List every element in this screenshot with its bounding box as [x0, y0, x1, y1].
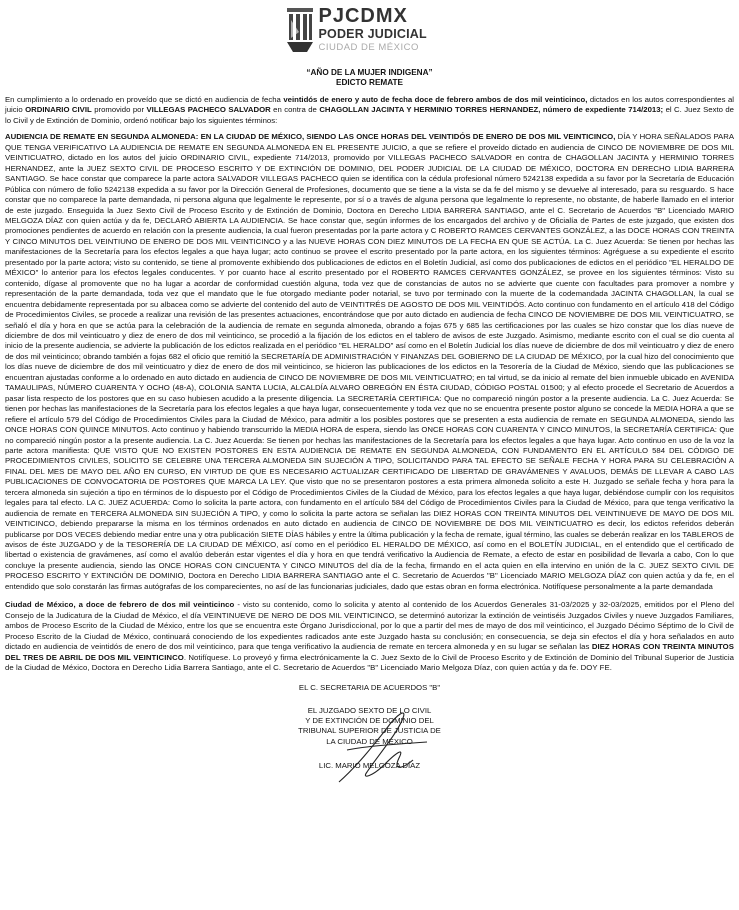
intro-text-4: en contra de: [270, 105, 320, 115]
order-new-date: DIEZ HORAS CON TREINTA MINUTOS DEL TRES DE ABRIL DE DOS MIL VEINTICINCO: [5, 642, 734, 662]
intro-trial-type: ORDINARIO CIVIL: [25, 105, 92, 115]
intro-plaintiff: VILLEGAS PACHECO SALVADOR: [146, 105, 271, 115]
intro-text-2: dictados en los autos correspondientes al juicio: [5, 95, 734, 115]
intro-text-1: En cumplimiento a lo ordenado en proveído que se dictó en audiencia de fecha: [5, 95, 284, 104]
hearing-paragraph: [5, 132, 734, 592]
intro-defendants: CHAGOLLAN JACINTA Y HERMINIO TORRES HERNANDEZ, número de expediente 714/2013;: [319, 105, 664, 115]
edict-heading: [5, 68, 734, 88]
year-motto: “AÑO DE LA MUJER INDIGENA”: [306, 68, 433, 77]
intro-paragraph: [5, 95, 734, 126]
signer-name: LIC. MARIO MELGOZA DÍAZ: [318, 760, 421, 770]
court-line-3: TRIBUNAL SUPERIOR DE JUSTICIA DE: [298, 726, 441, 736]
logo-line-2: CIUDAD DE MÉXICO: [318, 42, 419, 53]
court-line-2: Y DE EXTINCIÓN DE DOMINIO DEL: [305, 716, 434, 726]
signature-block: [5, 683, 734, 771]
handwritten-signature-icon: [327, 706, 437, 786]
pjcdmx-logo: [285, 6, 455, 58]
court-line-4: LA CIUDAD DE MÉXICO: [326, 736, 413, 746]
edict-title: EDICTO REMATE: [335, 78, 404, 87]
order-text-1: - visto su contenido, como lo solicita y atento al contenido de los Acuerdos Generales 31-03/2025 y 32-03/2025, emitidos por el Pleno del Consejo de la Judicatura de la Ciudad de México, el día VEINTINUEVE DE NERO DE DOS MIL VEINTICINCO, se determinó autorizar la extinción de veintiséis Juzgados Civiles y nueve Juzgados Familiares, ambos de Proceso Escrito de la Ciudad de México, entre los que se encuentra este Órgano Jurisdiccional, por lo que a partir del mes de mayo de dos mil veinticinco, el Juzgado Décimo Séptimo de lo Civil de Proceso Escrito de la Ciudad de México, continuará conociendo de los expedientes radicados ante este Juzgado hasta su conclusión; en consecuencia, se deja sin efectos el día y hora señalados en auto dictado en audiencia de veintidós de enero de dos mil veinticinco, para que tenga verificativo la audiencia de remate en tercera almoneda y en su lugar se señalan las: [5, 600, 734, 652]
order-paragraph: [5, 600, 734, 673]
intro-text-3: promovido por: [91, 105, 147, 115]
court-line-1: EL JUZGADO SEXTO DE LO CIVIL: [307, 705, 432, 715]
intro-dates: veintidós de enero y auto de fecha doce de febrero ambos de dos mil veinticinco,: [283, 95, 588, 104]
hearing-text: DÍA Y HORA SEÑALADOS PARA QUE TENGA VERIFICATIVO LA AUDIENCIA DE REMATE EN SEGUNDA ALMONEDA EN EL PRESENTE JUICIO, a que se refiere el proveído dictado en audiencia de CINCO DE NOVIEMBRE DE DOS MIL VEINTICUATRO, dictado en los autos del juicio ORDINARIO CIVIL, expediente 714/2013, promovido por VILLEGAS PACHECO SALVADOR en contra de CHAGOLLAN JACINTA y HERMINIO TORRES HERNANDEZ, ante la JUEZ SEXTO CIVIL DE PROCESO ESCRITO Y DE EXTINCIÓN DE DOMINIO, DEL PODER JUDICIAL DE LA CIUDAD DE MÉXICO, DOCTORA EN DERECHO LIDIA BARRERA SANTIAGO. Se hace constar que comparece la parte actora SALVADOR VILLEGAS PACHECO quien se identifica con la cédula profesional número 5242138 expedida a su favor por la Secretaría de Educación Pública con número de folio 5242138 expedida a su favor por la Dirección General de Profesiones, documento que se tiene a la vista se da fe del mismo y se devuelve al interesado, para su resguardo. S hace constar que no comparece la parte demandada, ni persona alguna que legalmente le represente, por sí o a través de alguna persona que legalmente lo represente, no obstante, de haberle llamado en el interior de este juzgado. Enseguida la Juez Sexto Civil de Proceso Escrito y de Extinción de Dominio, Doctora en Derecho LIDIA BARRERA SANTIAGO, ante el C. Secretario de Acuerdos "B" Licenciado MARIO MELGOZA DÍAZ con quien actúa y da fe, DECLARÓ ABIERTA LA AUDIENCIA. Se hace constar que, según informes de los encargados del archivo y de Oficialía de Partes de este juzgado, que existen dos promociones pendientes de acuerdo en relación con la presente audiencia, la cual fueron presentadas por la parte actora y C ROBERTO RAMCES CERVANTES GONZÁLEZ, a las DOCE HORAS CON TREINTA Y CINCO MINUTOS DEL VEINTIUNO DE ENERO DE DOS MIL VEINTICINCO y a las NUEVE HORAS CON DIEZ MINUTOS DE LA FECHA EN QUE SE ACTÚA. La C. Juez Acuerda: Se tienen por hechas las manifestaciones de la Secretaría para los efectos legales a que haya lugar; acto continuo se provee el escrito presentado por la parte actora, en los siguientes términos: Agréguese a su expediente el escrito presentado por la parte actora; visto su contenido, se tiene al promovente exhibiendo dos publicaciones de edictos en el Boletín Judicial, así como dos publicaciones de edictos en el periódico "EL HERALDO DE MÉXICO" lo anterior para los efectos legales conducentes. Y por cuanto hace al escrito presentado por el ROBERTO RAMCES CERVANTES GONZÁLEZ, se provee en los siguientes términos: Visto su contenido, dígase al promovente que no ha lugar a acordar de conformidad cuestión alguna, toda vez que de constancias de autos no se advierte que cuente con facultades para promover a nombre y representación de la parte demandada, toda vez que el mandato que le fue otorgado mediante poder notarial, se tuvo por terminado con la muerte de la codemandada JACINTA CHAGOLLAN, la cual se encuentra debidamente representada por su albacea como se advierte del contenido del auto de VEINTITRÉS DE AGOSTO DE DOS MIL VEINTIDÓS. Acto continuo con fundamento en el artículo 418 del Código de Procedimientos Civiles, se procede a realizar una revisión de las presentes actuaciones, encontrándose que por auto dictado en audiencia de fecha CINCO DE NOVIEMBRE DE DOS MIL VEINTICUATRO, se señaló el día y hora en que se actúa para la celebración de la audiencia de remate en segunda almoneda, obrando a fojas 675 y 685 las certificaciones por las cuales se hizo constar que los días nueve de diciembre de dos mil veinticuatro y diez de enero de dos mil veinticinco, se procedió a la fijación de los edictos en el tablero de avisos de este Juzgado. Asimismo, mediante escrito con el cual se dio cuenta al inicio de la presente audiencia, se advierte la publicación de los edictos realizada en el periódico "EL HERALDO" así como en el Boletín Judicial los días nueve de diciembre de dos mil veinticuatro y diez de enero de dos mil veinticinco; obrando también a fojas 682 el oficio que remitió la SECRETARÍA DE ADMINISTRACIÓN Y FINANZAS DEL GOBIERNO DE LA CIUDAD DE MÉXICO, por la cual hizo del conocimiento que los días nueve de diciembre de dos mil veinticuatro y diez de enero de dos mil veinticinco, se hicieron las publicaciones de los edictos en la Tesorería de la Ciudad de México, siendo que las publicaciones se encuentran ajustadas conforme a lo ordenado en auto dictado en audiencia de CINCO DE NOVIEMBRE DE DOS MIL VEINTICUATRO; en tal virtud, se da inicio al remate del bien inmueble ubicado en AVENIDA TAMAULIPAS, NÚMERO CUARENTA Y OCHO (48-A), COLONIA SANTA LUCIA, ALCALDÍA ALVARO OBREGÓN EN ÉSTA CIUDAD, CÓDIGO POSTAL 01500; y al efecto procede el Secretario de Acuerdos a pasar lista respecto de los postores que en su caso hubiesen acudido a la presente diligencia. La SECRETARÍA CERTIFICA: Que no compareció ningún postor a la presente audiencia. La C. Juez Acuerda: Se tienen por hechas las manifestaciones de la Secretaría para los efectos legales a que haya lugar, consecuentemente y toda vez que no se encuentra presente postor alguno se concede la MEDIA HORA a que se refiere el artículo 579 del Código de Procedimientos Civiles para la Ciudad de México, para admitir a los posibles postores que se presenten a esta audiencia de remate en SEGUNDA ALMONEDA, siendo las ONCE HORAS CON QUINCE MINUTOS. Acto continuo y habiendo transcurrido la MEDIA HORA de espera, siendo las ONCE HORAS CON CUARENTA Y CINCO MINUTOS, la SECRETARÍA CERTIFICA: Que no compareció ningún postor a la presente audiencia. La C. Juez Acuerda: Se tienen por hechas las manifestaciones de la Secretaría para los efectos legales a que haya lugar. Acto continuo en uso de la voz la parte actora manifiesta: QUE VISTO QUE NO EXISTEN POSTORES EN ESTA AUDIENCIA DE REMATE EN SEGUNDA ALMONEDA, CON FUNDAMENTO EN EL ARTÍCULO 584 DEL CÓDIGO DE PROCEDIMIENTOS CIVILES, SOLICITO SE CELEBRE UNA TERCERA ALMONEDA SIN SUJECIÓN A TIPO, SOLICITANDO PARA TAL EFECTO SE SEÑALE FECHA Y HORA PARA SU CELEBRACIÓN A FINAL DEL MES DE MAYO DEL AÑO EN CURSO, EN VIRTUD DE QUE ES NECESARIO ACTUALIZAR CERTIFICADO DE LIBERTAD DE GRAVÁMENES Y AVALUOS, DEMÁS DE LLEVAR A CABO LAS PUBLICACIONES DE CONVOCATORIA DE POSTORES QUE MARCA LA LEY. Que visto que no se presentaron postores a esta primera almoneda solicito a este H. Juzgado se señale fecha y hora para la tercera almoneda sin sujeción a tipo en términos de lo dispuesto por el Código de Procedimientos Civiles de la Ciudad de México, para los efectos legales a que haya lugar, debiéndose cumplir con los requisitos legales para tal efecto. LA C. JUEZ ACUERDA: Como lo solicita la parte actora, con fundamento en el artículo 584 del Código de Procedimientos Civiles para la Ciudad de México, para que tenga verificativo la audiencia de remate en TERCERA ALMONEDA SIN SUJECIÓN A TIPO, y como lo solicita la parte actora se señalan las DIEZ HORAS CON TREINTA MINUTOS DEL VEINTINUEVE DE MAYO DE DOS MIL VEINTICINCO, debiendo prepararse la misma en los términos ordenados en auto dictado en audiencia de CINCO DE NOVIEMBRE DE DOS MIL VEINTICUATRO es decir, los edictos referidos deberán publicarse por DOS VECES debiendo mediar entre una y otra publicación SIETE DÍAS hábiles y entre la última publicación y la fecha de remate, igual término, las cuales se deberán realizar en los TABLEROS de avisos de éste JUZGADO y de la TESORERÍA DE LA CIUDAD DE MÉXICO, así como en el periódico EL HERALDO DE MÉXICO, así como en el BOLETÍN JUDICIAL, en el entendido que el certificado de libertad o existencia de gravámenes, así como el avalúo deberán estar vigentes el día y hora en que tendrá verificativo la Audiencia de Remate, a efecto de estar en posibilidad de llevarla a cabo, Con lo que concluye la presente audiencia, siendo las ONCE HORAS CON CINCUENTA Y CINCO MINUTOS del día de la fecha, firmando en el acta quien en ella intervino en unión de la C. JUEZ SEXTO CIVIL DE PROCESO ESCRITO Y EXTINCIÓN DE DOMINIO, Doctora en Derecho LIDIA BARRERA SANTIAGO ante el C. Secretario de Acuerdos "B" Licenciado MARIO MELGOZA DÍAZ con quien actúa y da fe, en el entendido que solo constarán las firmas autógrafas de los comparecientes, no así de las funcionarias judiciales, dado que estas obran en forma electrónica. Notifíquese personalmente a la parte demandada: [5, 132, 734, 591]
logo-line-1: PODER JUDICIAL: [318, 27, 427, 41]
pjcdmx-emblem-icon: [285, 8, 315, 52]
logo-brand: PJCDMX: [318, 5, 408, 27]
court-name: [5, 706, 734, 747]
order-date: Ciudad de México, a doce de febrero de dos mil veinticinco: [5, 600, 235, 610]
intro-text-5: el C. Juez Sexto de lo Civil y de Extinción de Dominio, ordenó notificar bajo los siguientes términos:: [5, 105, 734, 125]
secretary-title: EL C. SECRETARIA DE ACUERDOS "B": [298, 683, 441, 693]
order-text-2: . Notifíquese. Lo proveyó y firma electrónicamente la C. Juez Sexto de lo Civil de Proceso Escrito y de Extinción de Dominio del Tribunal Superior de Justicia de la Ciudad de México, Doctora en Derecho Lidia Barrera Santiago, ante el C. Secretario de Acuerdos "B" Licenciado Mario Melgoza Díaz, con quien actúa y da fe. DOY FE.: [5, 652, 734, 673]
hearing-opening: AUDIENCIA DE REMATE EN SEGUNDA ALMONEDA: EN LA CIUDAD DE MÉXICO, SIENDO LAS ONCE HORAS DEL VEINTIDÓS DE ENERO DE DOS MIL VEINTICINCO,: [5, 132, 616, 142]
